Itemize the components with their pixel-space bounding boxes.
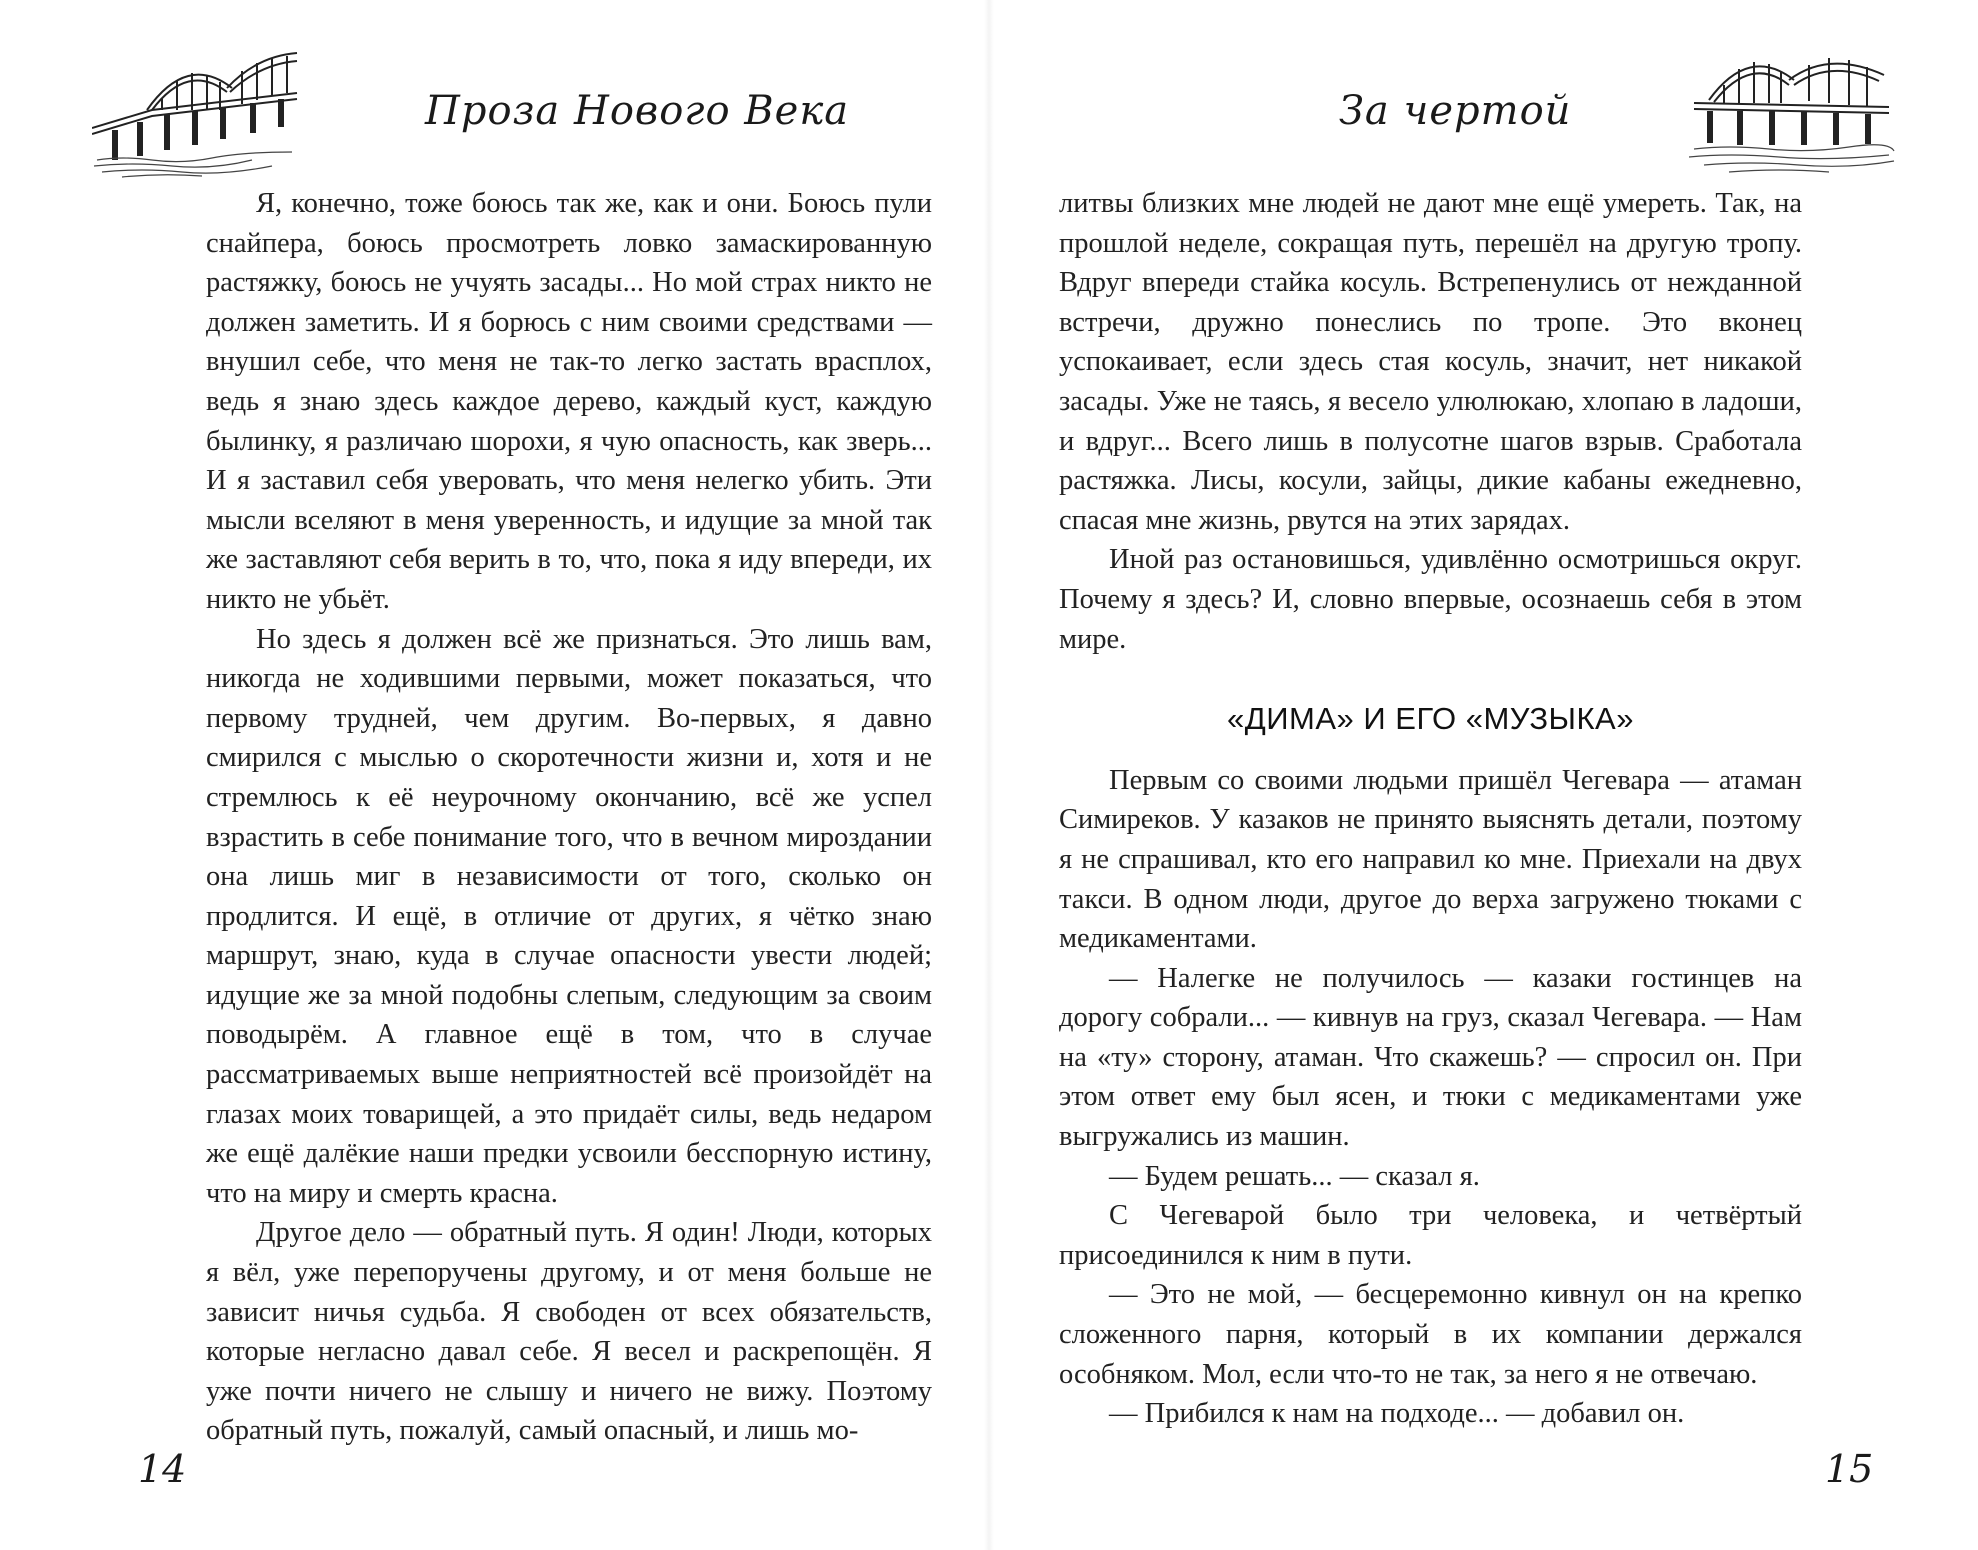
running-head: Проза Нового Века (425, 88, 850, 134)
paragraph: — Это не мой, — бесцеремонно кивнул он на крепко сложенного парня, который в их компании держался особняком. Мол, если что-то не так, за него я не отвечаю. (1059, 1279, 1802, 1390)
paragraph: — Налегке не получилось — казаки гостинцев на дорогу собрали... — кивнув на груз, сказал Чегевара. — Нам на «ту» сторону, атаман. Что скажешь? — спросил он. При этом ответ ему был ясен, и тюки с медикаментами уже выгружались из машин. (1059, 962, 1802, 1153)
paragraph: С Чегеварой было три человека, и четвёртый присоединился к ним в пути. (1059, 1200, 1802, 1271)
paragraph: Иной раз остановишься, удивлённо осмотришься округ. Почему я здесь? И, словно впервые, осознаешь себя в этом мире. (1059, 544, 1802, 655)
paragraph: — Будем решать... — сказал я. (1109, 1160, 1480, 1192)
paragraph: Другое дело — обратный путь. Я один! Люди, которых я вёл, уже перепоручены другому, и от меня больше не зависит ничья судьба. Я свободен от всех обязательств, которые негласно давал себе. Я весел и раскрепощён. Я уже почти ничего не слышу и ничего не вижу. Поэтому обратный путь, пожалуй, самый опасный, и лишь мо- (206, 1217, 932, 1447)
paragraph: Но здесь я должен всё же признаться. Это лишь вам, никогда не ходившими первыми, может показаться, что первому трудней, чем другим. Во-первых, я давно смирился с мыслью о скоротечности жизни и, хотя и не стремлюсь к её неурочному окончанию, всё же успел взрастить в себе понимание того, что в вечном мироздании она лишь миг в независимости от того, сколько он продлится. И ещё, в отличие от других, я чётко знаю маршрут, знаю, куда в случае опасности увести людей; идущие же за мной подобны слепым, следующим за своим поводырём. А главное ещё в том, что в случае рассматриваемых выше неприятностей всё произойдёт на глазах моих товарищей, а это придаёт силы, ведь недаром же ещё далёкие наши предки усвоили бесспорную истину, что на миру и смерть красна. (206, 623, 932, 1209)
paragraph: Первым со своими людьми пришёл Чегевара — атаман Симиреков. У казаков не принято выяснять детали, поэтому я не спрашивал, кто его направил ко мне. Приехали на двух такси. В одном люди, другое до верха загружено тюками с медикаментами. (1059, 764, 1802, 955)
page-number: 15 (1825, 1447, 1874, 1491)
section-title: «ДИМА» И ЕГО «МУЗЫКА» (1227, 701, 1634, 737)
page-number: 14 (138, 1447, 187, 1491)
paragraph: литвы близких мне людей не дают мне ещё умереть. Так, на прошлой неделе, сокращая путь, перешёл на другую тропу. Вдруг впереди стайка косуль. Встрепенулись от нежданной встречи, дружно понеслись по тропе. Это вконец успокаивает, если здесь стая косуль, значит, нет никакой засады. Уже не таясь, я весело улюлюкаю, хлопаю в ладоши, и вдруг... Всего лишь в полусотне шагов взрыв. Сработала растяжка. Лисы, косули, зайцы, дикие кабаны ежедневно, спасая мне жизнь, рвутся на этих зарядах. (1059, 188, 1802, 536)
running-head: За чертой (1339, 88, 1572, 134)
paragraph: — Прибился к нам на подходе... — добавил он. (1109, 1398, 1685, 1430)
page-body (206, 184, 932, 1451)
bridge-illustration-icon (1689, 45, 1899, 175)
bridge-illustration-icon (92, 48, 302, 178)
right-page (989, 0, 1978, 1550)
page-body (1059, 184, 1802, 1434)
paragraph: Я, конечно, тоже боюсь так же, как и они. Боюсь пули снайпера, боюсь просмотреть ловко замаскированную растяжку, боюсь не учуять засады... Но мой страх никто не должен заметить. И я борюсь с ним своими средствами — внушил себе, что меня не так-то легко застать врасплох, ведь я знаю здесь каждое дерево, каждый куст, каждую былинку, я различаю шорохи, я чую опасность, как зверь... И я заставил себя уверовать, что меня нелегко убить. Эти мысли вселяют в меня уверенность, и идущие за мной так же заставляют себя верить в то, что, пока я иду впереди, их никто не убьёт. (206, 188, 932, 615)
